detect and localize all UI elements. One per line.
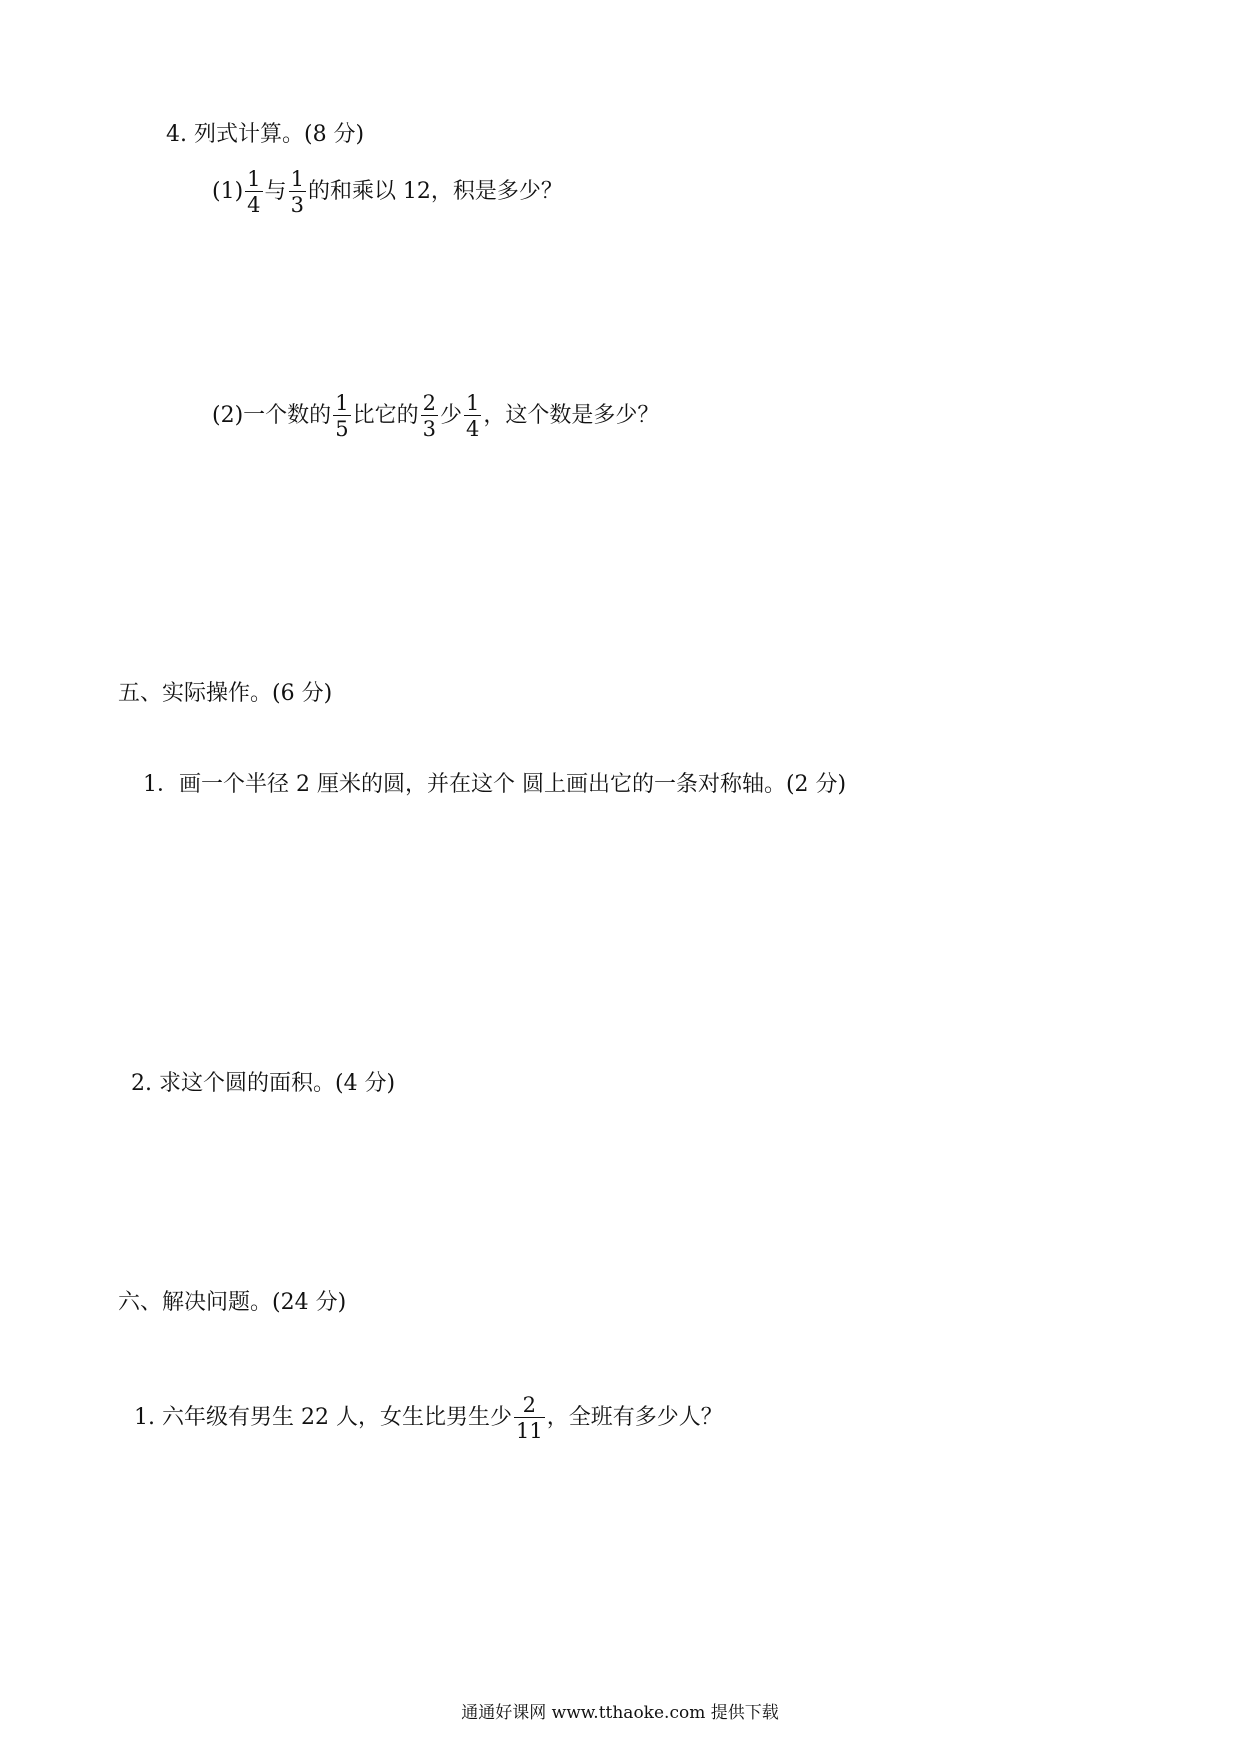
fraction-denominator: 4 — [465, 417, 480, 441]
fraction-denominator: 3 — [290, 193, 304, 217]
question-5-2: 2. 求这个圆的面积。(4 分) — [131, 1071, 396, 1096]
question-label: (2) — [212, 403, 244, 428]
question-5-1: 1．画一个半径 2 厘米的圆，并在这个 圆上画出它的一条对称轴。(2 分) — [143, 772, 847, 797]
section-5-heading: 五、实际操作。(6 分) — [118, 681, 333, 706]
fraction-denominator: 5 — [335, 417, 349, 441]
fraction — [333, 392, 350, 440]
fraction — [245, 168, 262, 216]
fraction-numerator: 2 — [522, 1393, 537, 1417]
question-text: 一个数的 — [243, 403, 332, 428]
section-6-heading: 六、解决问题。(24 分) — [118, 1290, 347, 1315]
question-text: ，全班有多少人？ — [546, 1405, 723, 1430]
fraction — [289, 168, 306, 216]
fraction-numerator: 1 — [247, 167, 261, 191]
page-footer: 通通好课网 www.tthaoke.com 提供下载 — [461, 1703, 779, 1723]
fraction-numerator: 1 — [335, 391, 349, 415]
fraction-numerator: 1 — [465, 391, 480, 415]
fraction-numerator: 2 — [422, 391, 436, 415]
question-text: 比它的 — [352, 403, 419, 428]
question-text: ，这个数是多少？ — [483, 403, 660, 428]
question-6-1 — [134, 1394, 723, 1442]
question-text: 1. 六年级有男生 22 人，女生比男生少 — [134, 1405, 512, 1430]
fraction — [464, 392, 481, 440]
fraction-denominator: 11 — [515, 1419, 543, 1443]
question-text: 的和乘以 12，积是多少？ — [307, 179, 563, 204]
fraction-denominator: 4 — [247, 193, 261, 217]
fraction — [514, 1394, 545, 1442]
question-text: 少 — [439, 403, 462, 428]
question-4-1 — [212, 168, 563, 216]
fraction-denominator: 3 — [422, 417, 436, 441]
question-4-2 — [212, 392, 659, 440]
fraction-numerator: 1 — [290, 167, 304, 191]
fraction — [421, 392, 438, 440]
question-label: (1) — [212, 179, 244, 204]
section-4-heading: 4. 列式计算。(8 分) — [166, 122, 365, 147]
question-text: 与 — [264, 179, 287, 204]
